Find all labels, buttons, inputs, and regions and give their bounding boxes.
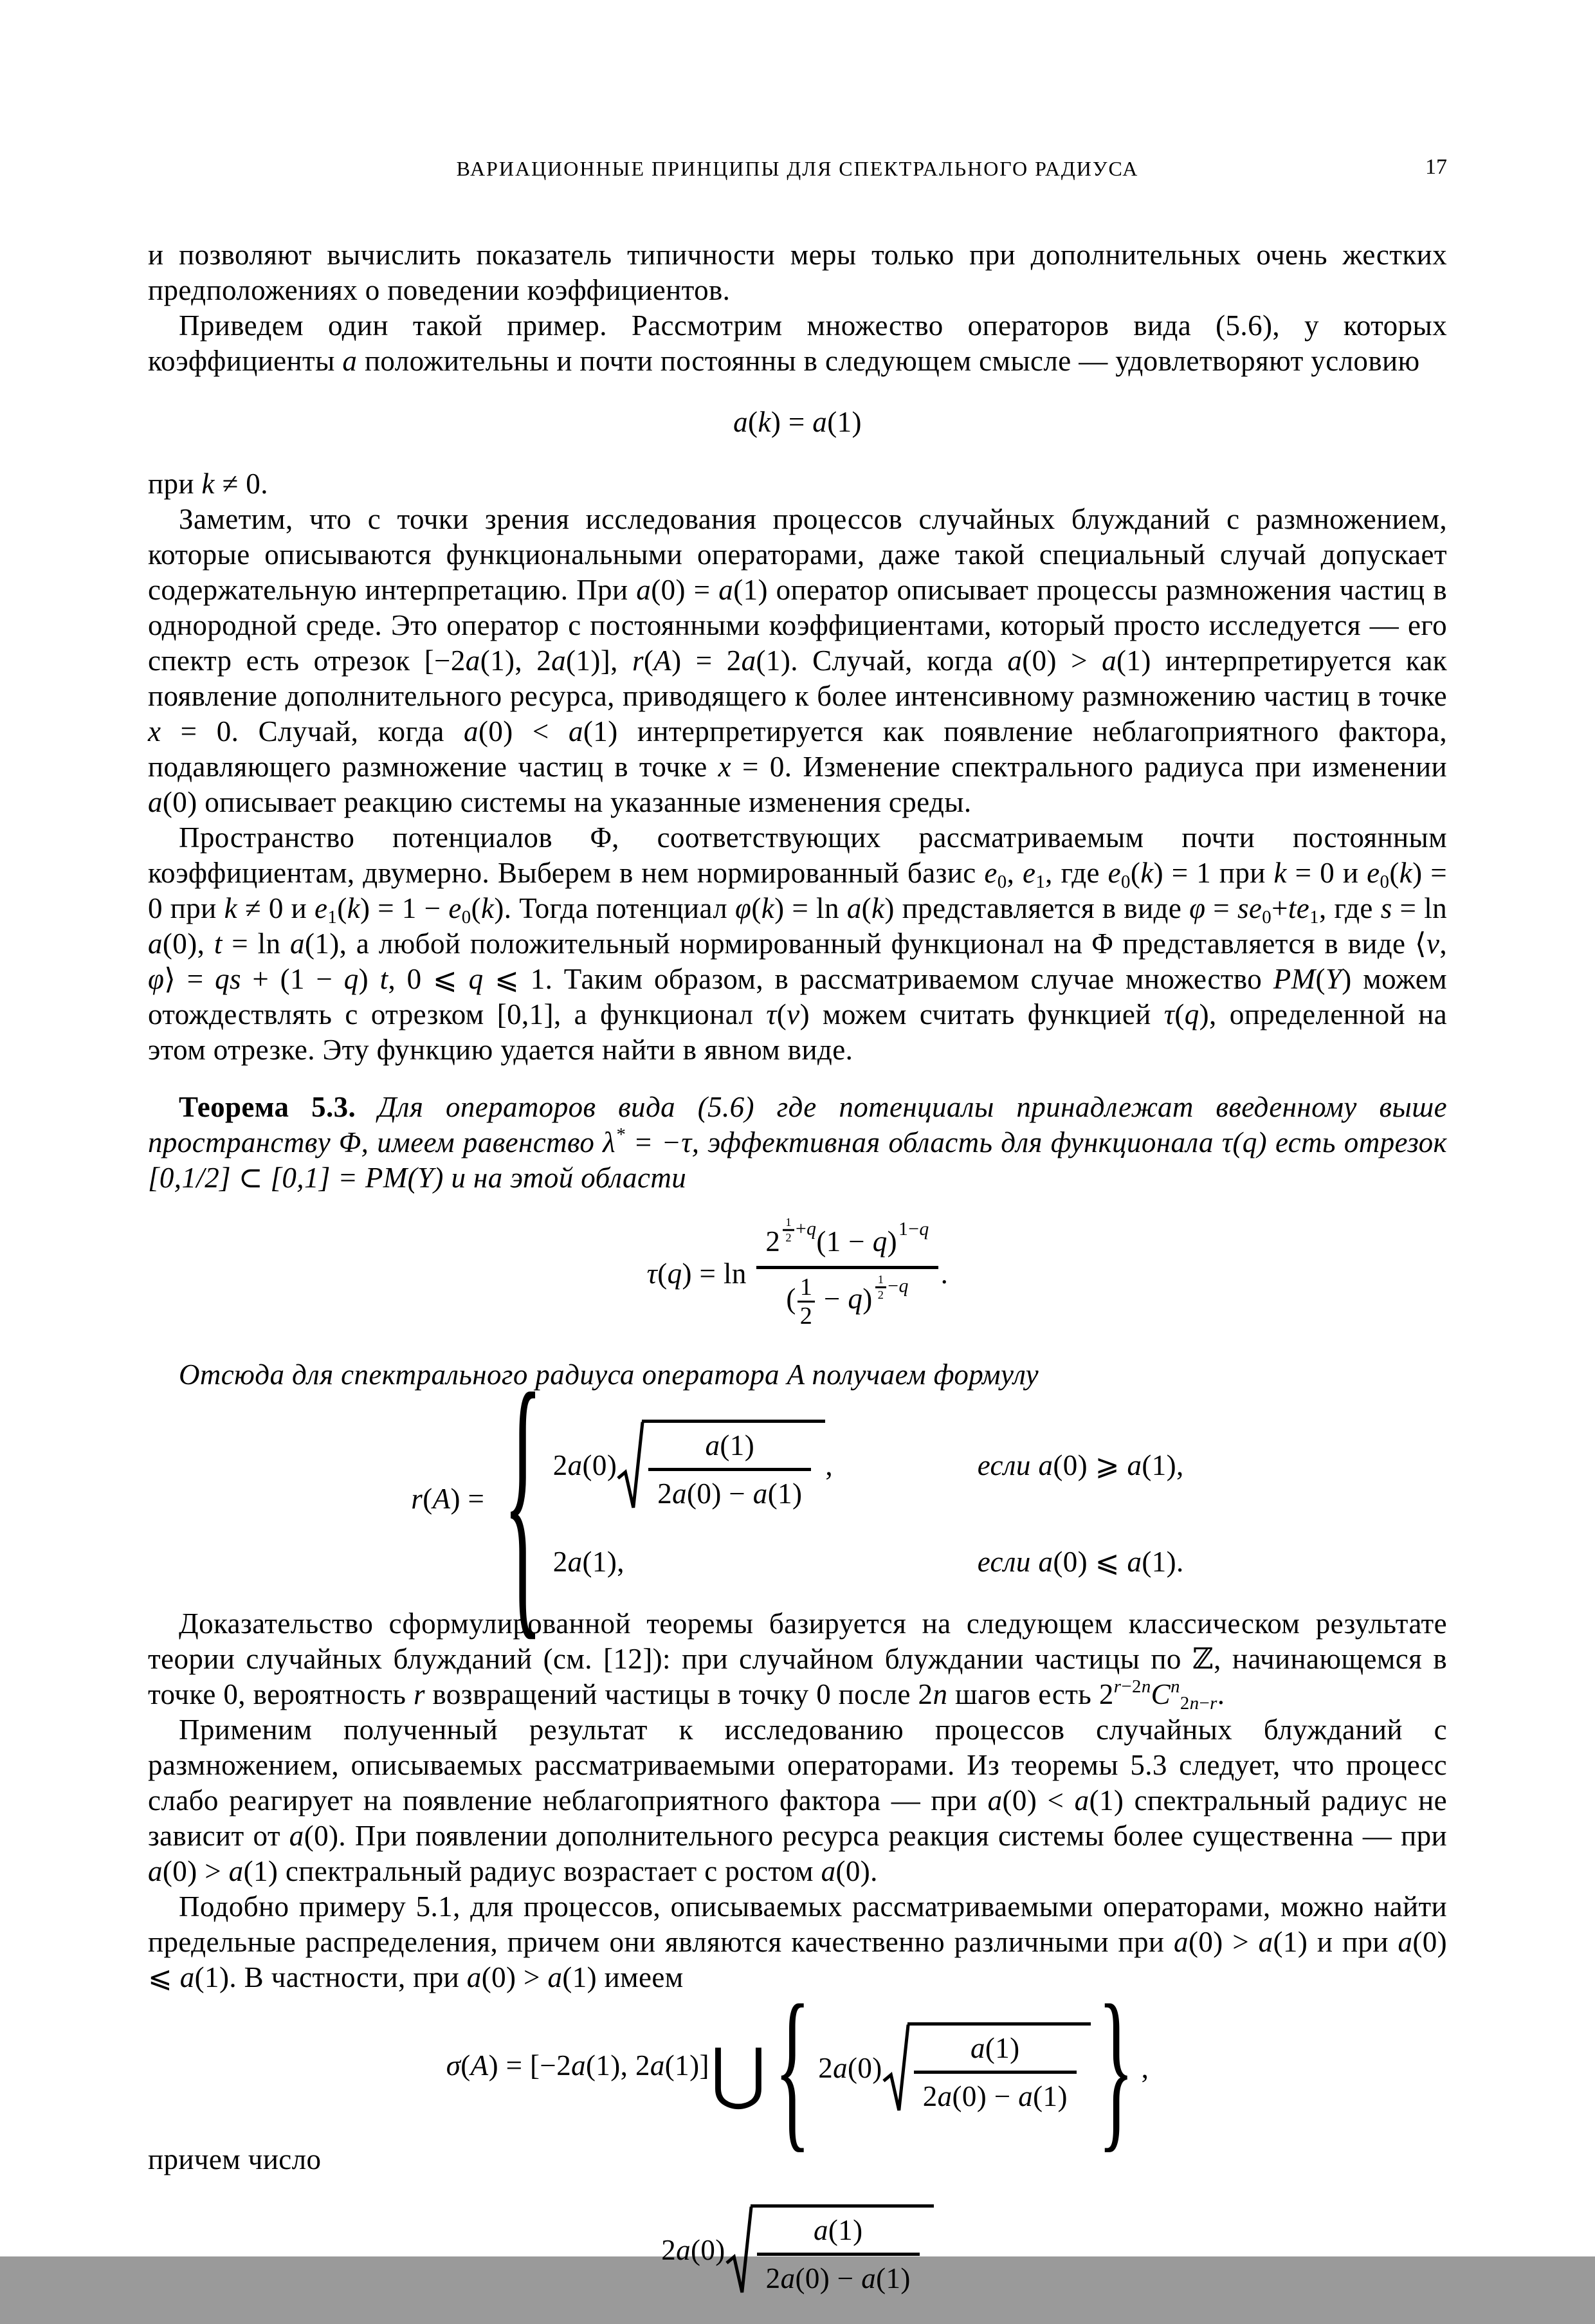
one-half-fraction: $\frac{1}{2}$: [798, 1274, 816, 1329]
sqrt-expression: [882, 2022, 1091, 2115]
theorem-label: Теорема 5.3.: [179, 1090, 356, 1123]
sigma-fraction: $\frac{a(1)}{2a(0) - a(1)}$: [914, 2029, 1077, 2115]
tau-den-exponent: $\frac{1}{2}$ −q: [874, 1274, 909, 1302]
paragraph-intro: и позволяют вычислить показатель типичности меры только при дополнительных очень жестких предположениях о поведении коэффициентов.: [148, 239, 1447, 306]
rA-row1-comma: ,: [825, 1449, 834, 1482]
text-column: [148, 155, 1448, 2324]
paragraph-potential-space: Пространство потенциалов Φ, соответствующих рассматриваемым почти постоянным коэффициентам, двумерно. Выберем в нем нормированный базис e0, e1, где e0(k) = 1 при k = 0 и e0(k) = 0 при k ≠ 0 и e1(k) = 1 − e0(k). Тогда потенциал φ(k) = ln a(k) представляется в виде φ = se0+te1, где s = ln a(0), t = ln a(1), а любой положительный нормированный функционал на Φ представляется в виде ⟨ν, φ⟩ = qs + (1 − q) t, 0 ⩽ q ⩽ 1. Таким образом, в рассматриваемом случае множество PM(Y) можем отождествлять с отрезком [0,1], а функционал τ(ν) можем считать функцией τ(q), определенной на этом отрезке. Эту функцию удается найти в явном виде.: [148, 821, 1447, 1066]
sqrt-radical-icon: [617, 1420, 644, 1512]
paragraph-corollary-lead: Отсюда для спектрального радиуса оператора A получаем формулу: [179, 1359, 1039, 1391]
running-head: [148, 155, 1447, 180]
rA-row2-condition: если a(0) ⩽ a(1).: [977, 1546, 1184, 1578]
final-fraction: $\frac{a(1)}{2a(0) - a(1)}$: [757, 2211, 920, 2297]
sqrt-expression: [725, 2204, 934, 2297]
tau-num-factor-exponent: 1−q: [898, 1218, 929, 1240]
rA-row2-expression: 2 a (1),: [552, 1546, 624, 1578]
case-row-1: [553, 1420, 1184, 1512]
sigma-lhs: σ(A) = [−2a(1), 2a(1)]: [446, 2049, 709, 2082]
tau-period: .: [940, 1257, 949, 1290]
paragraph-interpretation: Заметим, что с точки зрения исследования процессов случайных блужданий с размножением, которые описываются функциональными операторами, даже такой специальный случай допускает содержательную интерпретацию. При a(0) = a(1) оператор описывает процессы размножения частиц в однородной среде. Это оператор с постоянными коэффициентами, который просто исследуется — его спектр есть отрезок [−2a(1), 2a(1)], r(A) = 2a(1). Случай, когда a(0) > a(1) интерпретируется как появление дополнительного ресурса, приводящего к более интенсивному размножению частиц в точке x = 0. Случай, когда a(0) < a(1) интерпретируется как появление неблагоприятного фактора, подавляющего размножение частиц в точке x = 0. Изменение спектрального радиуса при изменении a(0) описывает реакцию системы на указанные изменения среды.: [148, 502, 1448, 818]
paragraph-moreover: причем число: [148, 2143, 322, 2175]
equation-tau-q: [148, 1215, 1447, 1330]
paragraph-application: Применим полученный результат к исследованию процессов случайных блужданий с размножением, описываемых рассматриваемыми операторами. Из теоремы 5.3 следует, что процесс слабо реагирует на появление неблагоприятного фактора — при a(0) < a(1) спектральный радиус не зависит от a(0). При появлении дополнительного ресурса реакция системы более существенна — при a(0) > a(1) спектральный радиус возрастает с ростом a(0).: [148, 1713, 1447, 1887]
sqrt-expression: [617, 1420, 825, 1512]
set-right-brace: }: [1097, 1969, 1135, 2168]
one-half-fraction: $\frac{1}{2}$: [783, 1216, 794, 1245]
tau-lhs: τ(q) = ln: [646, 1257, 747, 1290]
paragraph-limit-distributions: Подобно примеру 5.1, для процессов, описываемых рассматриваемыми операторами, можно найти предельные распределения, причем они являются качественно различными при a(0) > a(1) и при a(0) ⩽ a(1). В частности, при a(0) > a(1) имеем: [148, 1890, 1448, 1993]
tau-fraction: [756, 1215, 938, 1330]
paragraph-condition: при k ≠ 0.: [148, 467, 268, 500]
paragraph-proof-basis: Доказательство сформулированной теоремы базируется на следующем классическом результате теории случайных блужданий (см. [12]): при случайном блуждании частицы по ℤ, начинающемся в точке 0, вероятность r возвращений частицы в точку 0 после 2n шагов есть $2^{r-2n}C^n2n-r$.: [148, 1607, 1447, 1714]
case-row-2: [553, 1546, 1184, 1579]
rA-row1-coefficient: 2a(0): [552, 1449, 617, 1482]
running-title: ВАРИАЦИОННЫЕ ПРИНЦИПЫ ДЛЯ СПЕКТРАЛЬНОГО РАДИУСА: [456, 157, 1139, 180]
equation-final-number: [148, 2204, 1447, 2297]
sqrt-radical-icon: [882, 2022, 909, 2115]
equation-a-k: a(k) = a(1): [733, 406, 862, 438]
rA-lhs: r(A) =: [411, 1483, 485, 1515]
sqrt-radical-icon: [725, 2204, 752, 2297]
cases-left-brace: {: [503, 1333, 543, 1665]
page-number: 17: [1425, 155, 1447, 179]
theorem-statement: Для операторов вида (5.6) где потенциалы принадлежат введенному выше пространству Φ, имеем равенство λ* = −τ, эффективная область для функционала τ(q) есть отрезок [0,1/2] ⊂ [0,1] = PM(Y) и на этой области: [148, 1090, 1447, 1194]
tau-denominator: ( $\frac{1}{2}$ − q) $\frac{1}{2}$ −q: [786, 1272, 909, 1330]
rA-row1-fraction: $\frac{a(1)}{2a(0) - a(1)}$: [648, 1427, 811, 1512]
set-left-brace: {: [774, 1969, 812, 2168]
sigma-coefficient: 2a(0): [818, 2051, 882, 2084]
sigma-comma: ,: [1141, 2051, 1149, 2084]
tau-num-exponent: $\frac{1}{2}$ +q: [781, 1216, 816, 1245]
paragraph-example: Приведем один такой пример. Рассмотрим множество операторов вида (5.6), у которых коэффициенты a положительны и почти постоянны в следующем смысле — удовлетворяют условию: [148, 309, 1447, 377]
theorem-5-3: [148, 1090, 1447, 1196]
final-coefficient: 2a(0): [661, 2233, 725, 2266]
equation-sigma-A: σ(A) = [−2a(1), 2a(1)]⋃ { 2a(0) $\frac{a(1)}{2a(0) - a(1)}$ } ,: [446, 1969, 1149, 2168]
rA-row1-condition: если a(0) ⩾ a(1),: [977, 1449, 1184, 1482]
tau-numerator: 2 $\frac{1}{2}$ +q(1 − q)1−q: [756, 1223, 938, 1269]
one-half-fraction: $\frac{1}{2}$: [875, 1274, 887, 1302]
